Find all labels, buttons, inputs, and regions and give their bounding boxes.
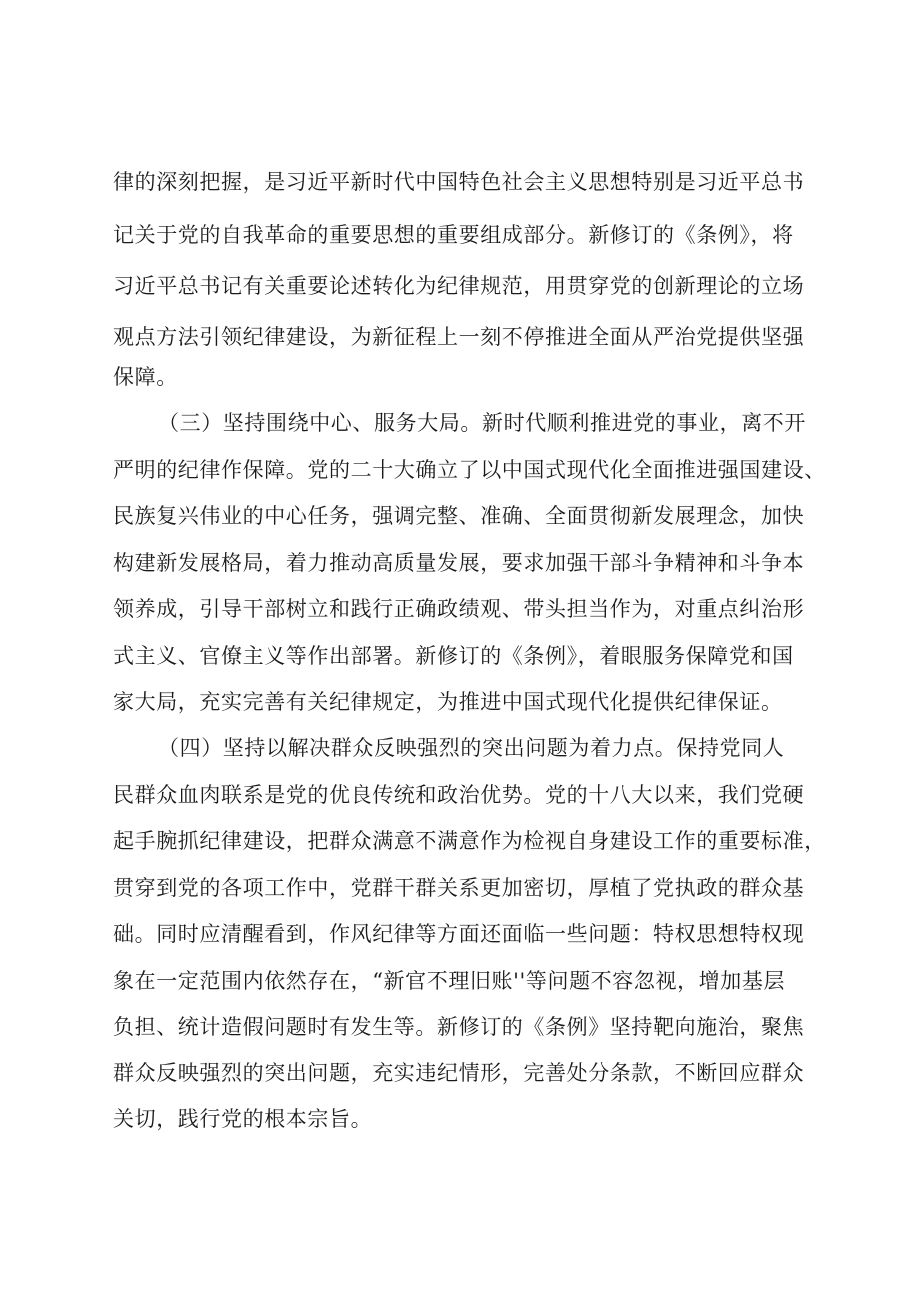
- text-line-11: 式主义、官僚主义等作出部署。新修订的《条例》，着眼服务保障党和国: [113, 644, 794, 668]
- text-line-1: 律的深刻把握，是习近平新时代中国特色社会主义思想特别是习近平总书: [113, 170, 805, 194]
- text-line-18: 象在一定范围内依然存在，“新官不理旧账''等问题不容忽视，增加基层: [113, 969, 786, 993]
- text-line-8: 民族复兴伟业的中心任务，强调完整、准确、全面贯彻新发展理念，加快: [113, 504, 805, 528]
- text-line-14: 民群众血肉联系是党的优良传统和政治优势。党的十八大以来，我们党硬: [113, 783, 805, 807]
- text-line-9: 构建新发展格局，着力推动高质量发展，要求加强干部斗争精神和斗争本: [113, 551, 805, 575]
- text-line-15: 起手腕抓纪律建设，把群众满意不满意作为检视自身建设工作的重要标准，: [113, 829, 826, 853]
- text-line-16: 贯穿到党的各项工作中，党群干群关系更加密切，厚植了党执政的群众基: [113, 876, 805, 900]
- text-line-4: 观点方法引领纪律建设，为新征程上一刻不停推进全面从严治党提供坚强: [113, 325, 805, 349]
- text-line-7: 严明的纪律作保障。党的二十大确立了以中国式现代化全面推进强国建设、: [113, 458, 826, 482]
- section-4-heading-line: （四）坚持以解决群众反映强烈的突出问题为着力点。保持党同人: [158, 736, 785, 760]
- text-line-10: 领养成，引导干部树立和践行正确政绩观、带头担当作为，对重点纠治形: [113, 597, 805, 621]
- text-line-19: 负担、统计造假问题时有发生等。新修订的《条例》坚持靶向施治，聚焦: [113, 1015, 805, 1039]
- text-line-20: 群众反映强烈的突出问题，充实违纪情形，完善处分条款，不断回应群众: [113, 1061, 805, 1085]
- text-line-12: 家大局，充实完善有关纪律规定，为推进中国式现代化提供纪律保证。: [113, 690, 783, 714]
- section-3-heading-line: （三）坚持围绕中心、服务大局。新时代顺利推进党的事业，离不开: [158, 411, 806, 435]
- text-line-17: 础。同时应清醒看到，作风纪律等方面还面临一些问题：特权思想特权现: [113, 922, 805, 946]
- text-line-2: 记关于党的自我革命的重要思想的重要组成部分。新修订的《条例》，将: [113, 223, 794, 247]
- document-body: [113, 0, 826, 1301]
- text-line-5: 保障。: [113, 365, 178, 389]
- text-line-3: 习近平总书记有关重要论述转化为纪律规范，用贯穿党的创新理论的立场: [113, 274, 805, 298]
- text-line-21: 关切，践行党的根本宗旨。: [113, 1107, 373, 1131]
